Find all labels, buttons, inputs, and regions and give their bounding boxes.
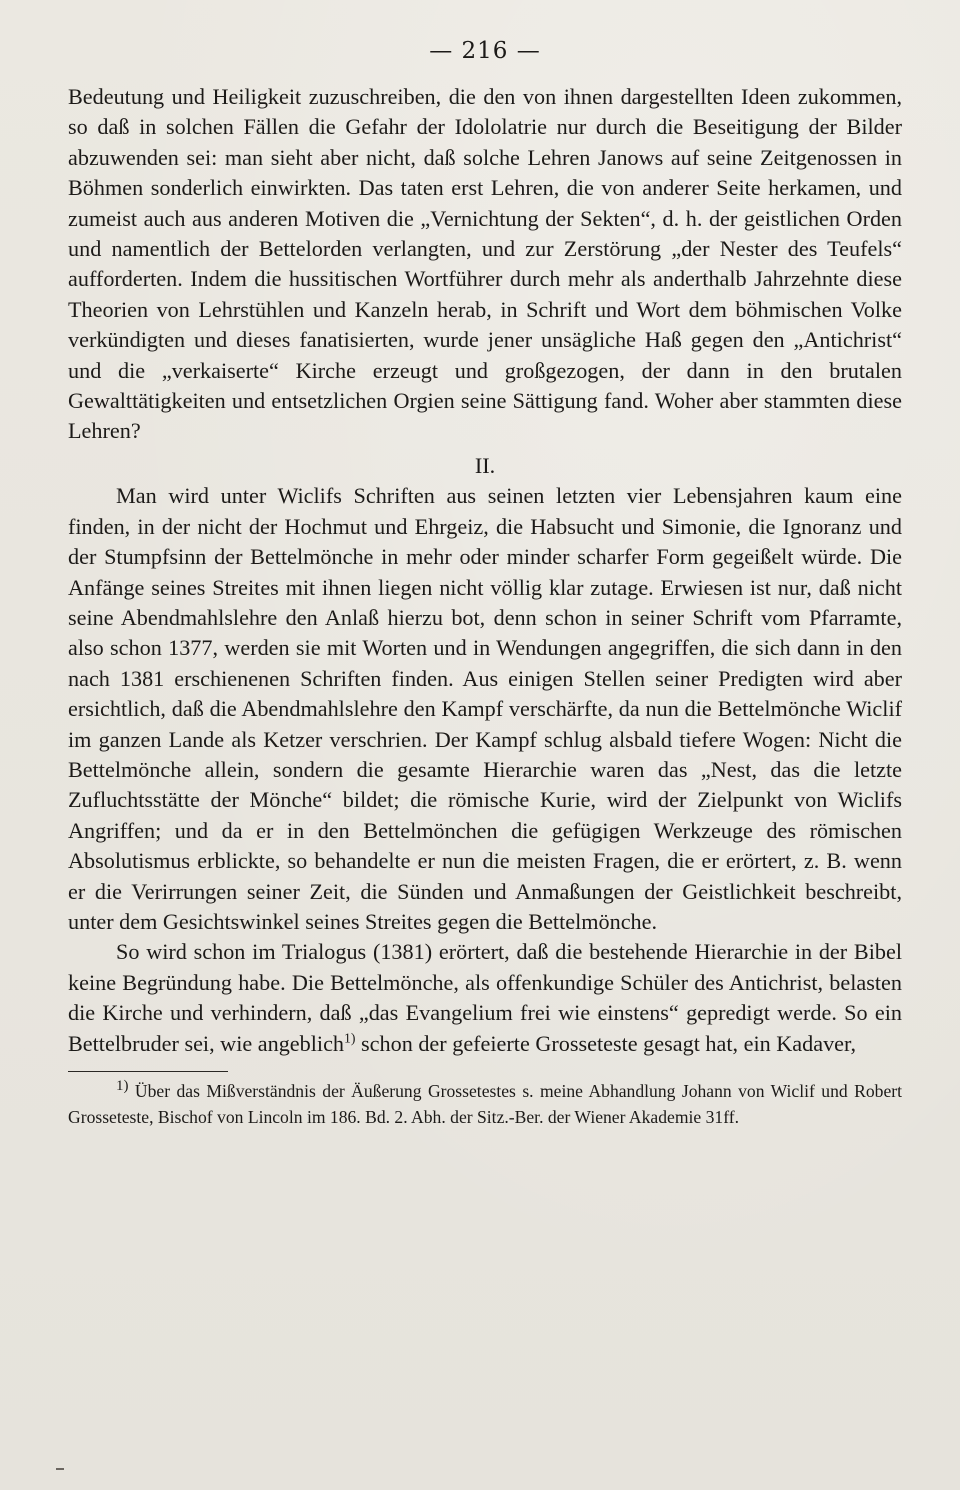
page-number: — 216 —: [429, 38, 541, 64]
footnotes: [68, 1078, 902, 1130]
paragraph-3-text-after: schon der gefeierte Grosseteste gesagt hat, ein Kadaver,: [355, 1030, 857, 1056]
paragraph-2: Man wird unter Wiclifs Schriften aus seinen letzten vier Lebensjahren kaum eine finden, in der nicht der Hochmut und Ehrgeiz, die Habsucht und Simonie, die Ignoranz und der Stumpfsinn der Bettelmönche in mehr oder minder scharfer Form gegeißelt würde. Die Anfänge seines Streites mit ihnen liegen nicht völlig klar zutage. Erwiesen ist nur, daß nicht seine Abendmahlslehre den Anlaß hierzu bot, denn schon in seiner Schrift vom Pfarramte, also schon 1377, werden sie mit Worten und in Wendungen angegriffen, die sich dann in den nach 1381 erschienenen Schriften finden. Aus einigen Stellen seiner Predigten wird aber ersichtlich, daß die Abendmahlslehre den Kampf verschärfte, da nun die Bettelmönche Wiclif im ganzen Lande als Ketzer verschrien. Der Kampf schlug alsbald tiefere Wogen: Nicht die Bettelmönche allein, sondern die gesamte Hierarchie waren das „Nest, das die letzte Zufluchtsstätte der Mönche“ bildet; die römische Kurie, wird der Zielpunkt von Wiclifs Angriffen; und da er in den Bettelmönchen die gefügigen Werkzeuge des römischen Absolutismus erblickte, so behandelte er nun die meisten Fragen, die er erörtert, z. B. wenn er die Verirrungen seiner Zeit, die Sünden und Anmaßungen der Geistlichkeit beschreibt, unter dem Gesichtswinkel seines Streites gegen die Bettelmönche.: [68, 483, 902, 934]
section-heading: II.: [474, 452, 496, 478]
footnote-1: [68, 1078, 902, 1130]
footnote-text: Über das Mißverständnis der Äußerung Grossetestes s. meine Abhandlung Johann von Wiclif und Robert Grosseteste, Bischof von Lincoln im 186. Bd. 2. Abh. der Sitz.-Ber. der Wiener Akademie 31ff.: [68, 1081, 902, 1127]
paragraph-3-text-before: So wird schon im Trialogus (1381) erörtert, daß die bestehende Hierarchie in der Bibel keine Begründung habe. Die Bettelmönche, als offenkundige Schüler des Antichrist, belasten die Kirche und verhindern, daß „das Evangelium frei wie einstens“ gepredigt werde. So ein Bettelbruder sei, wie angeblich: [68, 939, 902, 1056]
paragraph-1: Bedeutung und Heiligkeit zuzuschreiben, die den von ihnen dargestellten Ideen zukommen, so daß in solchen Fällen die Gefahr der Idololatrie nur durch die Beseitigung der Bilder abzuwenden sei: man sieht aber nicht, daß solche Lehren Janows auf seine Zeitgenossen in Böhmen sonderlich einwirkten. Das taten erst Lehren, die von anderer Seite herkamen, und zumeist auch aus anderen Motiven die „Vernichtung der Sekten“, d. h. der geistlichen Orden und namentlich der Bettelorden verlangten, und zur Zerstörung „der Nester des Teufels“ aufforderten. Indem die hussitischen Wortführer durch mehr als anderthalb Jahrzehnte diese Theorien von Lehrstühlen und Kanzeln herab, in Schrift und Wort dem böhmischen Volke verkündigten und dieses fanatisierten, wurde jener unsägliche Haß gegen den „Antichrist“ und die „verkaiserte“ Kirche erzeugt und großgezogen, der dann in den brutalen Gewalttätigkeiten und entsetzlichen Orgien seine Sättigung fand. Woher aber stammten diese Lehren?: [68, 84, 902, 444]
footnote-divider: [68, 1071, 228, 1072]
scan-speck: [56, 1468, 64, 1470]
main-text: [68, 82, 902, 1059]
footnote-reference[interactable]: 1): [344, 1030, 356, 1046]
footnote-marker: 1): [116, 1078, 129, 1095]
paragraph-3: [68, 937, 902, 1059]
